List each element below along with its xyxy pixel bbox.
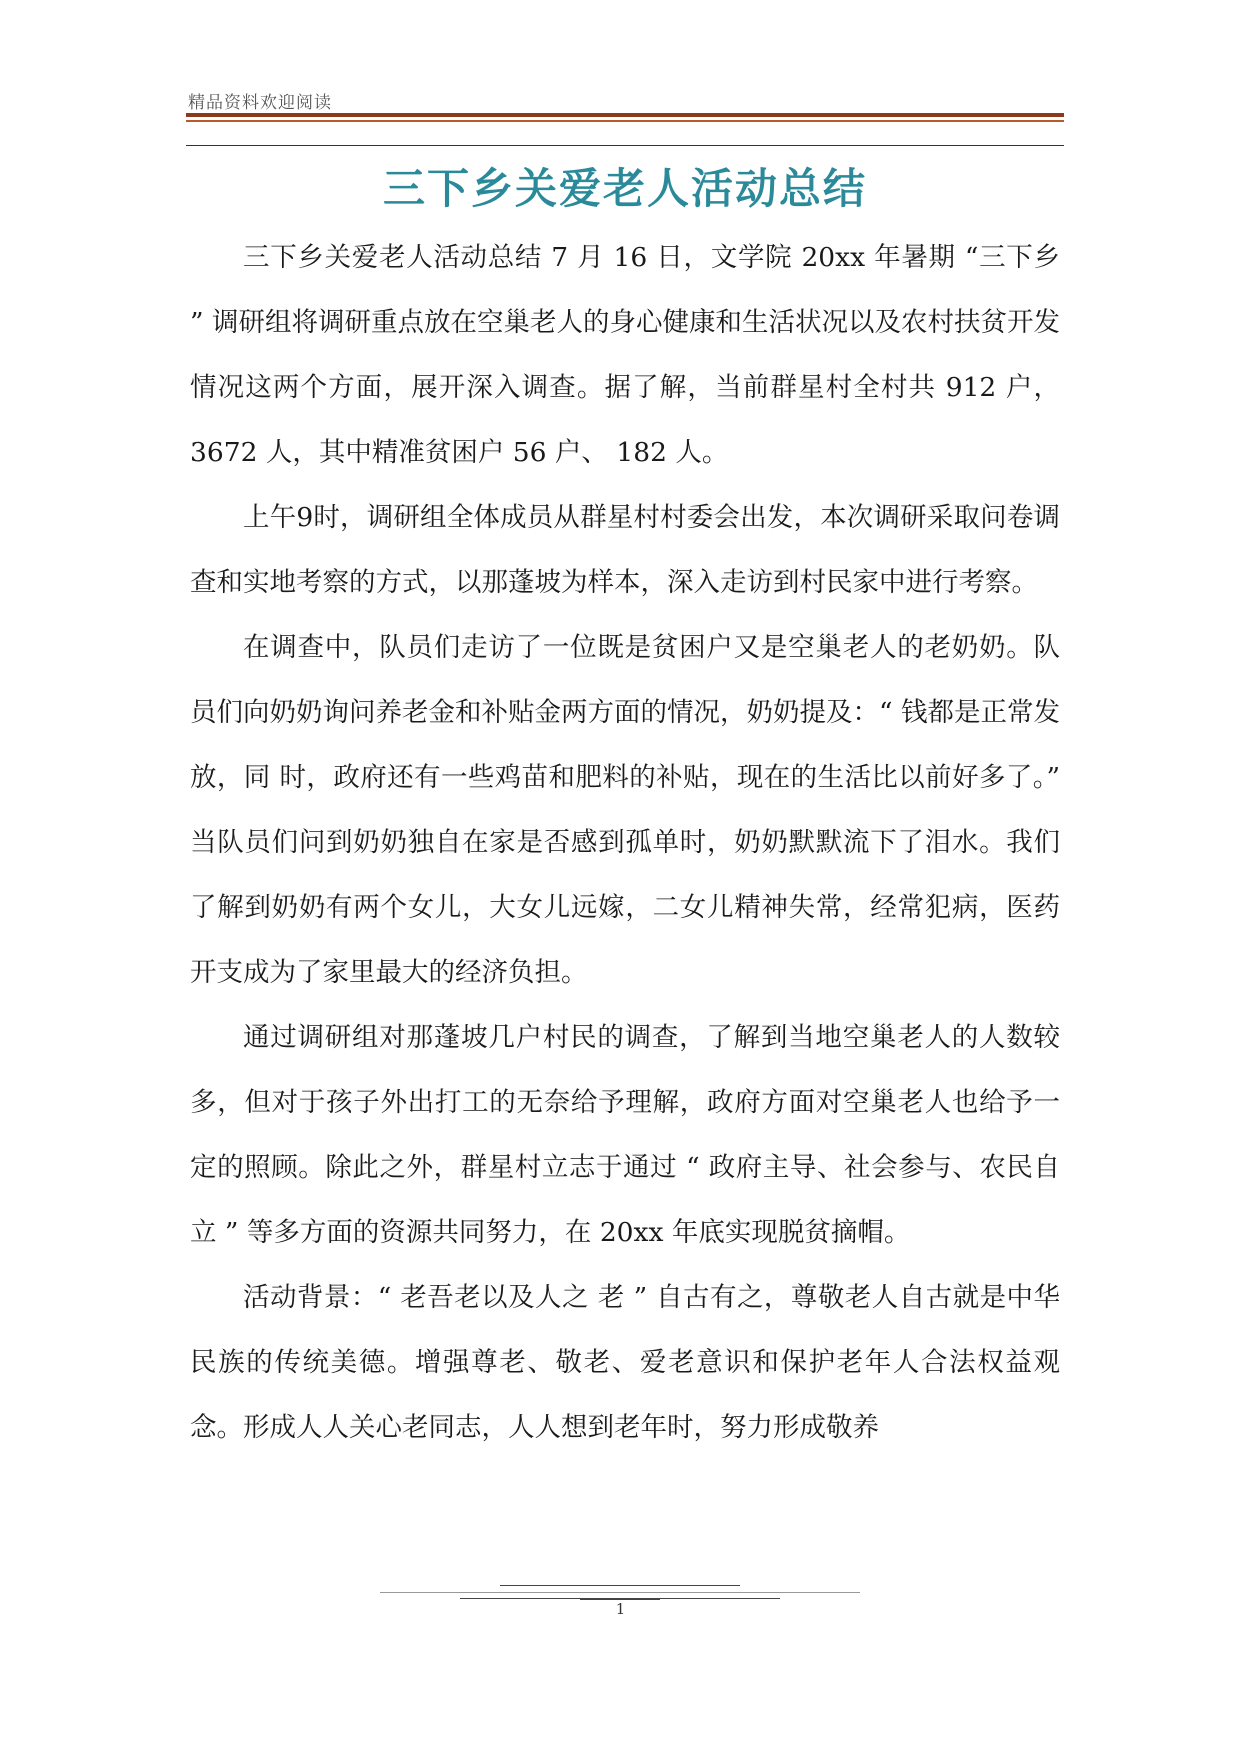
paragraph-2: 上午9时，调研组全体成员从群星村村委会出发，本次调研采取问卷调查和实地考察的方式，以那蓬坡为样本，深入走访到村民家中进行考察。 (190, 502, 1060, 598)
document-body (190, 225, 1060, 1460)
paragraph-1: 三下乡关爱老人活动总结 7 月 16 日，文学院 20xx 年暑期 “三下乡 ” 调研组将调研重点放在空巢老人的身心健康和生活状况以及农村扶贫开发情况这两个方面，展开深入调查。据了解，当前群星村全村共 912 户， 3672 人，其中精准贫困户 56 户、 182 人。 (190, 242, 1060, 468)
footer-rule-1 (500, 1585, 740, 1586)
footer-rule-2 (380, 1592, 860, 1593)
paragraph-5: 活动背景：“ 老吾老以及人之 老 ” 自古有之，尊敬老人自古就是中华民族的传统美德。增强尊老、敬老、爱老意识和保护老年人合法权益观念。形成人人关心老同志，人人想到老年时，努力形成敬养 (190, 1282, 1060, 1443)
header-rule-thick (186, 113, 1064, 117)
paragraph-4: 通过调研组对那蓬坡几户村民的调查，了解到当地空巢老人的人数较多，但对于孩子外出打工的无奈给予理解，政府方面对空巢老人也给予一定的照顾。除此之外，群星村立志于通过 “ 政府主导、社会参与、农民自立 ” 等多方面的资源共同努力，在 20xx 年底实现脱贫摘帽。 (190, 1022, 1060, 1248)
paragraph-3: 在调查中，队员们走访了一位既是贫困户又是空巢老人的老奶奶。队员们向奶奶询问养老金和补贴金两方面的情况，奶奶提及：“ 钱都是正常发放，同 时，政府还有一些鸡苗和肥料的补贴，现在的生活比以前好多了。” 当队员们问到奶奶独自在家是否感到孤单时，奶奶默默流下了泪水。我们了解到奶奶有两个女儿，大女儿远嫁，二女儿精神失常，经常犯病，医药开支成为了家里最大的经济负担。 (190, 632, 1060, 988)
document-title: 三下乡关爱老人活动总结 (382, 164, 867, 213)
page-number: 1 (615, 1600, 626, 1618)
header-text: 精品资料欢迎阅读 (188, 93, 332, 113)
header-rule-under (186, 145, 1064, 146)
header-rule-thin (186, 120, 1064, 122)
